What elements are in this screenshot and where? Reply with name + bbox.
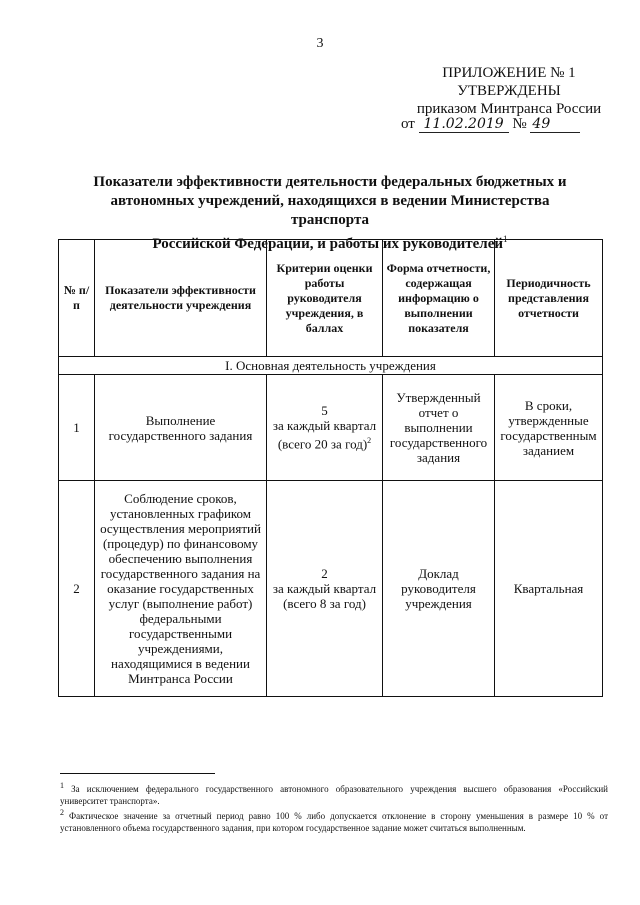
criteria-score: 2 xyxy=(321,566,328,581)
order-number-handwritten: 49 xyxy=(530,116,580,133)
table-row xyxy=(59,375,603,481)
header-report-form: Форма отчетности, содержащая информацию о выполнении показателя xyxy=(383,240,495,357)
row-periodicity: Квартальная xyxy=(495,481,603,697)
order-date-number-line xyxy=(401,116,580,133)
footnote-mark: 1 xyxy=(60,781,64,790)
footnote-1 xyxy=(60,780,608,807)
row-report-form: Утвержденный отчет о выполнении государственного задания xyxy=(383,375,495,481)
row-number: 2 xyxy=(59,481,95,697)
table-row xyxy=(59,481,603,697)
footnote-mark: 2 xyxy=(60,808,64,817)
row-indicator: Соблюдение сроков, установленных графиком осуществления мероприятий (процедур) по финансовому обеспечению выполнения государственного задания на оказание государственных услуг (выполнение работ) федеральными государственными учреждениями, находящимися в ведении Минтранса России xyxy=(95,481,267,697)
criteria-text-wrap xyxy=(270,418,379,451)
row-criteria xyxy=(267,375,383,481)
footnote-text: За исключением федерального государственного автономного образовательного учреждения высшего образования «Российский университет транспорта». xyxy=(60,784,608,806)
footnote-2 xyxy=(60,807,608,834)
title-line-1: Показатели эффективности деятельности федеральных бюджетных и xyxy=(93,174,567,190)
number-sign: № xyxy=(512,116,527,132)
title-line-2: автономных учреждений, находящихся в ведении Министерства транспорта xyxy=(110,193,550,228)
footnotes xyxy=(60,780,608,834)
table-section-row xyxy=(59,357,603,375)
row-number: 1 xyxy=(59,375,95,481)
row-criteria xyxy=(267,481,383,697)
title-footnote-ref: 1 xyxy=(503,234,508,244)
criteria-text: за каждый квартал (всего 8 за год) xyxy=(272,581,377,611)
header-periodicity: Периодичность представления отчетности xyxy=(495,240,603,357)
row-indicator: Выполнение государственного задания xyxy=(95,375,267,481)
criteria-text: за каждый квартал (всего 20 за год) xyxy=(272,418,377,452)
header-indicator: Показатели эффективности деятельности учреждения xyxy=(95,240,267,357)
criteria-score: 5 xyxy=(321,403,328,419)
indicators-table xyxy=(58,239,603,697)
row-periodicity: В сроки, утвержденные государственным заданием xyxy=(495,375,603,481)
from-label: от xyxy=(401,116,415,132)
header-number: № п/п xyxy=(59,240,95,357)
footnote-divider xyxy=(60,773,215,774)
table-header-row xyxy=(59,240,603,357)
order-label: приказом Минтранса России xyxy=(416,101,602,117)
title-line-3-text: Российской Федерации, и работы их руководителей xyxy=(152,236,504,252)
appendix-header xyxy=(414,64,604,118)
header-criteria: Критерии оценки работы руководителя учреждения, в баллах xyxy=(267,240,383,357)
row-report-form: Доклад руководителя учреждения xyxy=(383,481,495,697)
page-number: 3 xyxy=(316,36,324,51)
order-date-handwritten: 11.02.2019 xyxy=(419,116,509,133)
criteria-footnote-ref: 2 xyxy=(367,436,372,446)
appendix-label: ПРИЛОЖЕНИЕ № 1 xyxy=(442,65,576,81)
footnote-text: Фактическое значение за отчетный период равно 100 % либо допускается отклонение в сторону уменьшения в размере 10 % от установленного объема государственного задания, при котором государственное задание может считаться выполненным. xyxy=(60,811,608,833)
section-title: I. Основная деятельность учреждения xyxy=(59,357,603,375)
approved-label: УТВЕРЖДЕНЫ xyxy=(457,83,561,99)
